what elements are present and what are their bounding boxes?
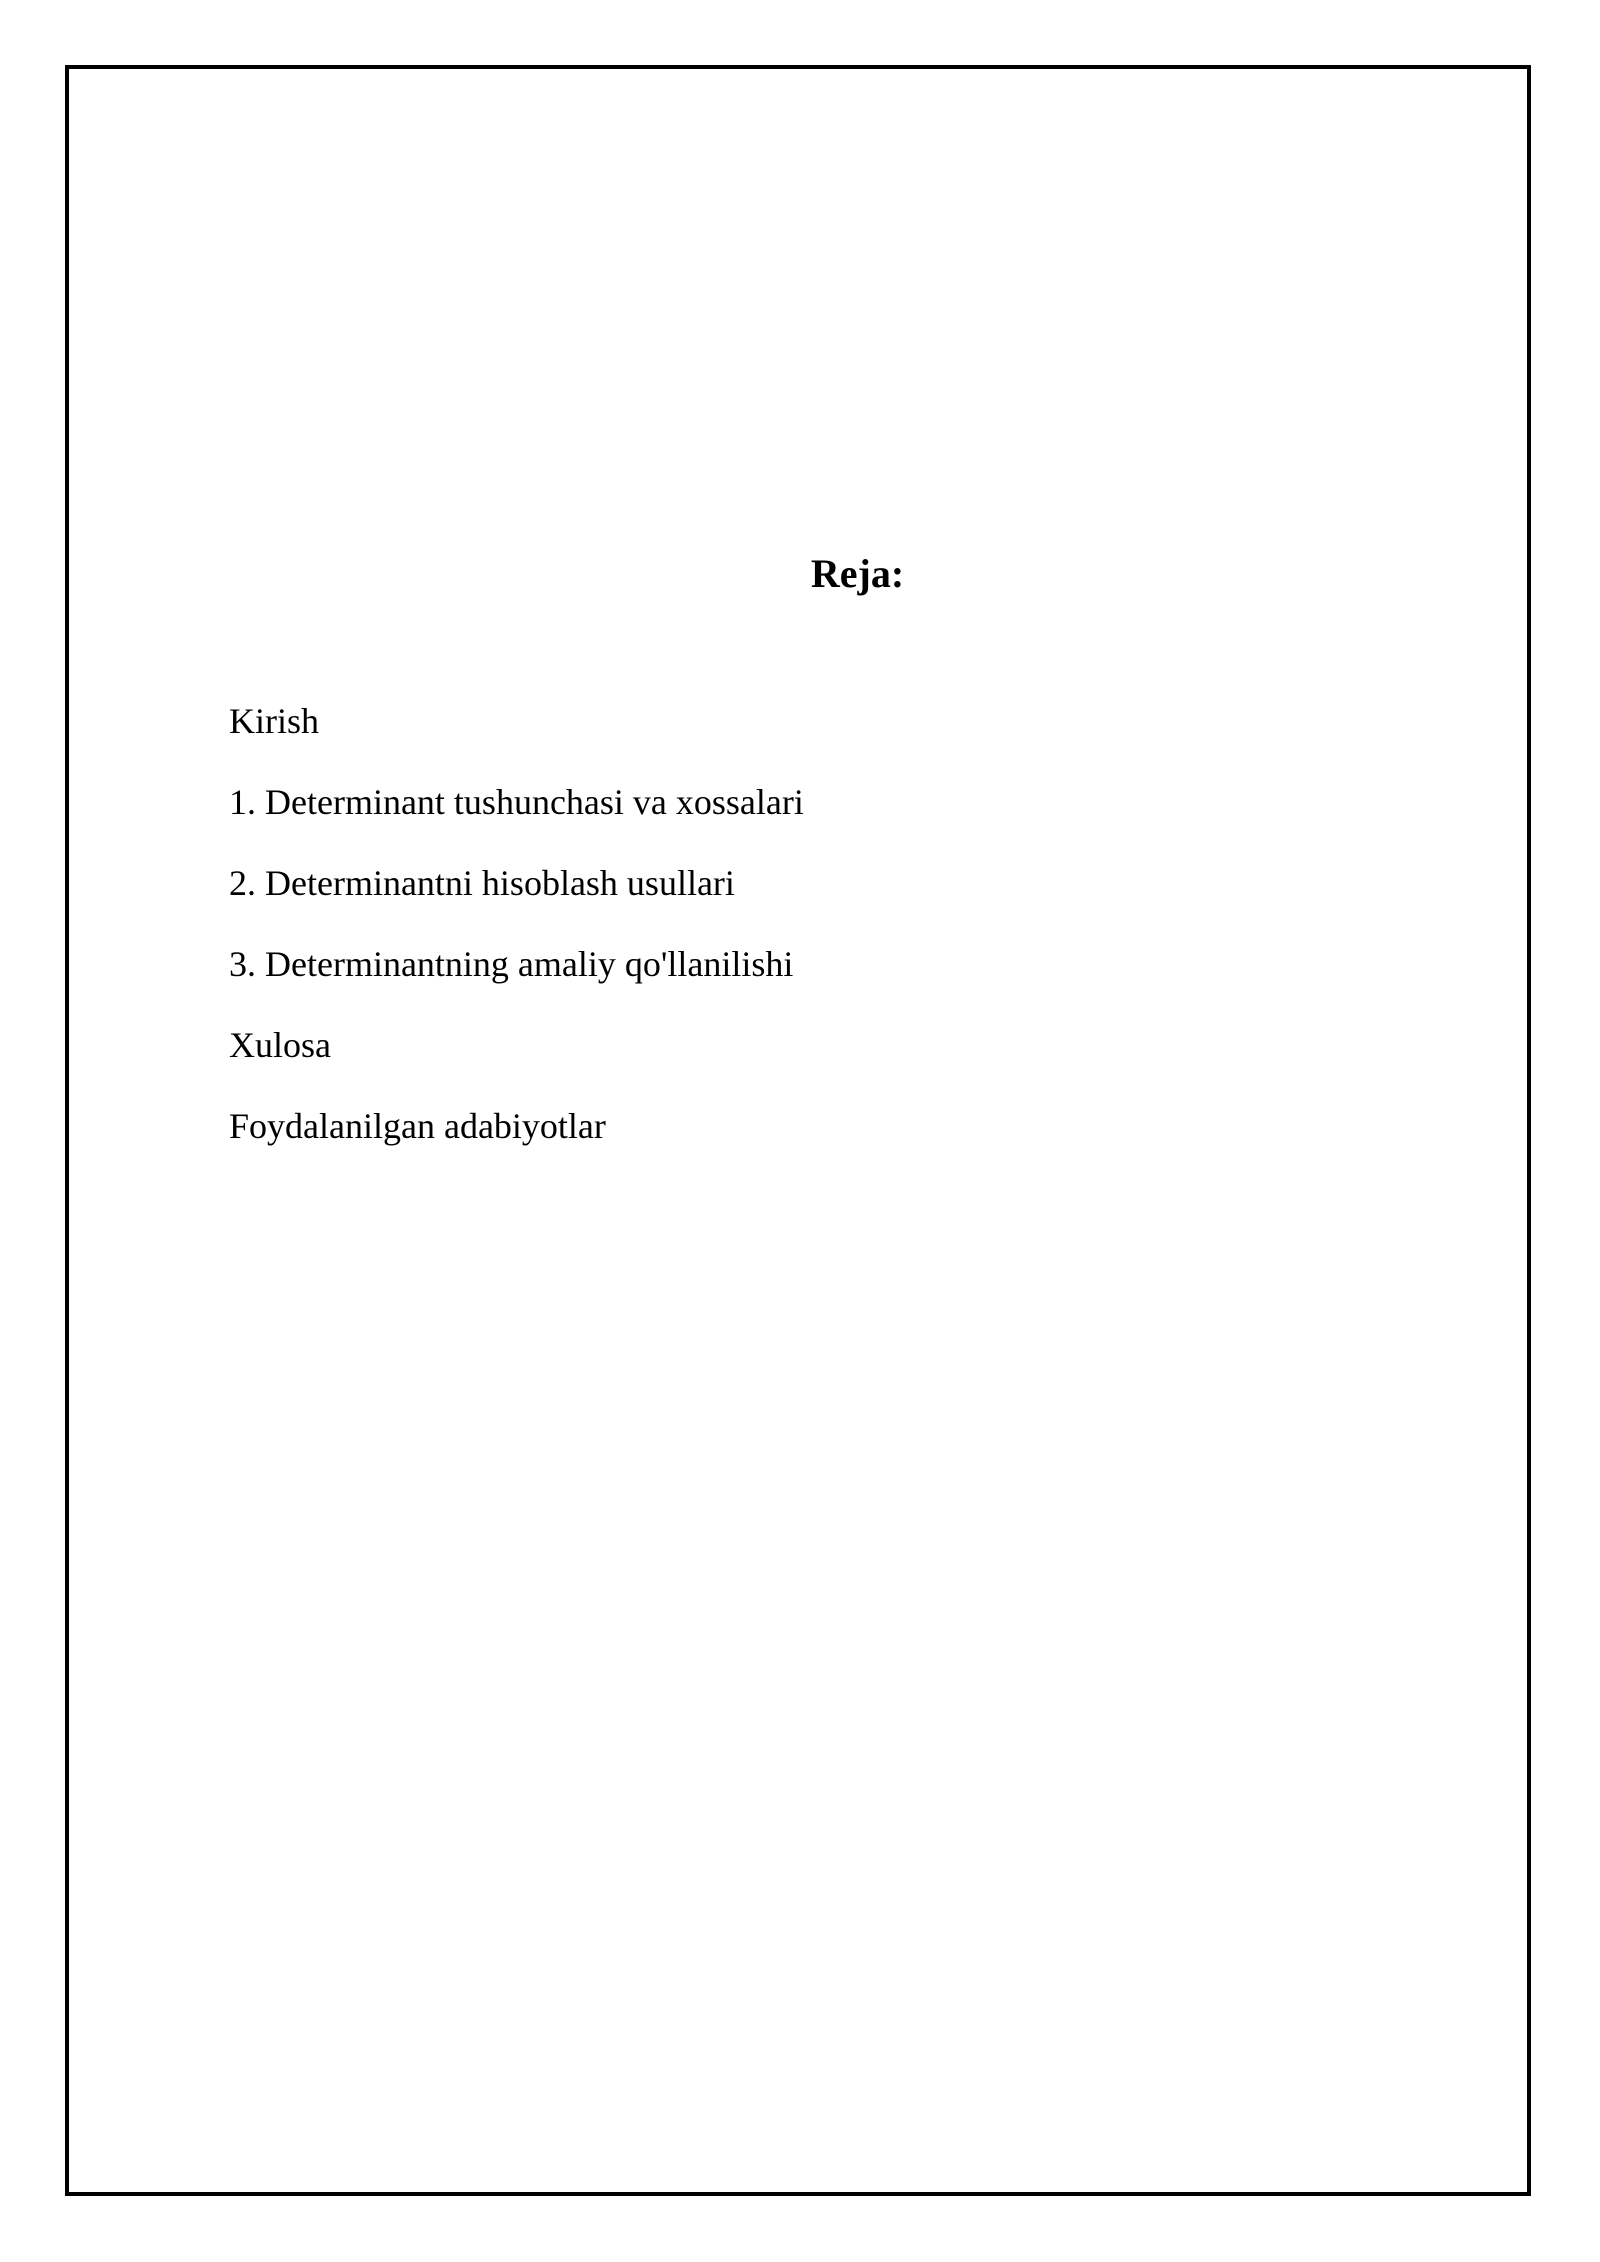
plan-item-references: Foydalanilgan adabiyotlar [229,1106,606,1146]
plan-item-2: 2. Determinantni hisoblash usullari [229,863,735,903]
plan-list [229,697,804,1183]
plan-item-introduction: Kirish [229,701,319,741]
plan-item-conclusion: Xulosa [229,1025,331,1065]
page-title: Reja: [810,551,905,596]
plan-item-3: 3. Determinantning amaliy qo'llanilishi [229,944,794,984]
plan-item-1: 1. Determinant tushunchasi va xossalari [229,782,804,822]
